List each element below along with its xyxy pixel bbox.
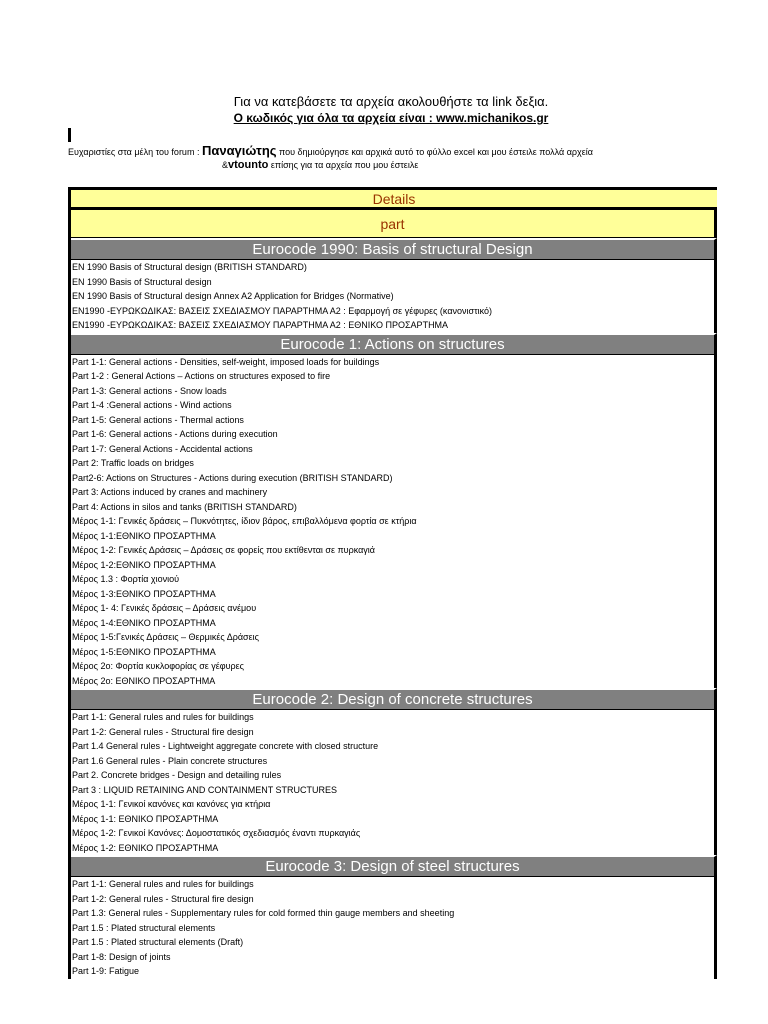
document-link-row[interactable]: Μέρος 1-1:ΕΘΝΙΚΟ ΠΡΟΣΑΡΤΗΜΑ <box>72 530 216 541</box>
thanks-prefix: Ευχαριστίες στα μέλη του forum : <box>68 147 202 157</box>
document-link-row[interactable]: Part 3: Actions induced by cranes and machinery <box>72 487 268 497</box>
document-link-row[interactable]: Part 1-4 :General actions - Wind actions <box>72 400 232 410</box>
section-rows <box>71 877 717 979</box>
document-link-row[interactable]: Part 4: Actions in silos and tanks (BRITISH STANDARD) <box>72 501 297 512</box>
thanks-amp: & <box>222 160 229 170</box>
document-link-row[interactable]: Part 1-2: General rules - Structural fire design <box>72 726 254 737</box>
document-link-row[interactable]: Part 1-2: General rules - Structural fire design <box>72 893 254 904</box>
sections-container <box>71 238 717 979</box>
document-link-row[interactable]: EN 1990 Basis of Structural design (BRITISH STANDARD) <box>72 262 307 272</box>
thanks-user-2: vtounto <box>228 159 269 171</box>
document-link-row[interactable]: Μέρος 1-1: Γενικοί κανόνες και κανόνες για κτήρια <box>72 799 271 809</box>
document-link-row[interactable]: EN 1990 Basis of Structural design <box>72 276 212 287</box>
document-link-row[interactable]: Part 3 : LIQUID RETAINING AND CONTAINMENT STRUCTURES <box>72 784 338 795</box>
document-link-row[interactable]: Part 1-7: General Actions - Accidental actions <box>72 443 253 454</box>
document-link-row[interactable]: Μέρος 2ο: ΕΘΝΙΚΟ ΠΡΟΣΑΡΤΗΜΑ <box>72 675 216 686</box>
document-link-row[interactable]: Part 2: Traffic loads on bridges <box>72 458 194 468</box>
section-rows <box>71 355 717 689</box>
document-link-row[interactable]: Part 1-1: General actions - Densities, self-weight, imposed loads for buildings <box>72 356 380 367</box>
document-link-row[interactable]: Μέρος 1-3:ΕΘΝΙΚΟ ΠΡΟΣΑΡΤΗΜΑ <box>72 588 216 599</box>
document-link-row[interactable]: Part2-6: Actions on Structures - Actions during execution (BRITISH STANDARD) <box>72 472 393 483</box>
section-header: Eurocode 1990: Basis of structural Design <box>71 238 717 260</box>
thanks-line-1 <box>68 143 593 158</box>
document-link-row[interactable]: Μέρος 1-1: ΕΘΝΙΚΟ ΠΡΟΣΑΡΤΗΜΑ <box>72 813 219 824</box>
document-link-row[interactable]: Μέρος 1-2: Γενικές Δράσεις – Δράσεις σε φορείς που εκτίθενται σε πυρκαγιά <box>72 545 376 555</box>
document-link-row[interactable]: Μέρος 1-5:Γενικές Δράσεις – Θερμικές Δράσεις <box>72 632 259 642</box>
document-link-row[interactable]: EN 1990 Basis of Structural design Annex A2 Application for Bridges (Normative) <box>72 291 394 301</box>
document-link-row[interactable]: Part 1-3: General actions - Snow loads <box>72 385 227 396</box>
document-link-row[interactable]: Μέρος 1-2:ΕΘΝΙΚΟ ΠΡΟΣΑΡΤΗΜΑ <box>72 559 216 570</box>
section-rows <box>71 260 717 333</box>
document-link-row[interactable]: Part 1-1: General rules and rules for buildings <box>72 879 254 889</box>
section-header: Eurocode 2: Design of concrete structures <box>71 688 717 710</box>
document-link-row[interactable]: Μέρος 1-2: ΕΘΝΙΚΟ ΠΡΟΣΑΡΤΗΜΑ <box>72 842 219 853</box>
document-link-row[interactable]: Part 1-9: Fatigue <box>72 966 140 976</box>
document-link-row[interactable]: Part 1-6: General actions - Actions during execution <box>72 429 278 439</box>
thanks-text-1: που δημιούργησε και αρχικά αυτό το φύλλο excel και μου έστειλε πολλά αρχεία <box>276 147 593 157</box>
section-rows <box>71 710 717 855</box>
document-link-row[interactable]: Part 1.6 General rules - Plain concrete structures <box>72 755 268 766</box>
document-link-row[interactable]: Μέρος 1.3 : Φορτία χιονιού <box>72 574 180 584</box>
document-link-row[interactable]: EN1990 -ΕΥΡΩΚΩΔΙΚΑΣ: ΒΑΣΕΙΣ ΣΧΕΔΙΑΣΜΟΥ ΠΑΡΑΡΤΗΜΑ Α2 : ΕΘΝΙΚΟ ΠΡΟΣΑΡΤΗΜΑ <box>72 320 449 330</box>
document-link-row[interactable]: Μέρος 1- 4: Γενικές δράσεις – Δράσεις ανέμου <box>72 603 257 613</box>
thanks-line-2 <box>222 159 418 171</box>
part-header: part <box>71 207 717 238</box>
document-link-row[interactable]: Μέρος 1-5:ΕΘΝΙΚΟ ΠΡΟΣΑΡΤΗΜΑ <box>72 646 216 657</box>
document-link-row[interactable]: Part 1-2 : General Actions – Actions on structures exposed to fire <box>72 371 331 381</box>
intro-line: Για να κατεβάσετε τα αρχεία ακολουθήστε τα link δεξια. <box>233 94 549 109</box>
thanks-text-2: επίσης για τα αρχεία που μου έστειλε <box>268 160 419 170</box>
document-link-row[interactable]: Μέρος 1-1: Γενικές δράσεις – Πυκνότητες, ίδιον βάρος, επιβαλλόμενα φορτία σε κτήρια <box>72 516 417 526</box>
document-link-row[interactable]: Μέρος 2ο: Φορτία κυκλοφορίας σε γέφυρες <box>72 661 245 671</box>
password-line: Ο κωδικός για όλα τα αρχεία είναι : www.michanikos.gr <box>233 111 549 125</box>
document-link-row[interactable]: Μέρος 1-2: Γενικοί Κανόνες: Δομοστατικός σχεδιασμός έναντι πυρκαγιάς <box>72 828 361 838</box>
thanks-user-1: Παναγιώτης <box>201 143 277 158</box>
document-link-row[interactable]: Part 2. Concrete bridges - Design and detailing rules <box>72 770 282 780</box>
section-header: Eurocode 1: Actions on structures <box>71 333 717 355</box>
document-link-row[interactable]: EN1990 -ΕΥΡΩΚΩΔΙΚΑΣ: ΒΑΣΕΙΣ ΣΧΕΔΙΑΣΜΟΥ ΠΑΡΑΡΤΗΜΑ Α2 : Εφαρμογή σε γέφυρες (κανονιστικό) <box>72 305 493 316</box>
document-link-row[interactable]: Part 1-5: General actions - Thermal actions <box>72 414 244 425</box>
document-link-row[interactable]: Part 1.4 General rules - Lightweight aggregate concrete with closed structure <box>72 741 379 751</box>
document-link-row[interactable]: Part 1.5 : Plated structural elements <box>72 922 216 933</box>
document-link-row[interactable]: Part 1-1: General rules and rules for buildings <box>72 712 254 722</box>
document-link-row[interactable]: Part 1.3: General rules - Supplementary rules for cold formed thin gauge members and sheeting <box>72 908 455 918</box>
document-link-row[interactable]: Part 1.5 : Plated structural elements (Draft) <box>72 937 244 947</box>
section-header: Eurocode 3: Design of steel structures <box>71 855 717 877</box>
document-link-row[interactable]: Part 1-8: Design of joints <box>72 951 171 962</box>
document-link-row[interactable]: Μέρος 1-4:ΕΘΝΙΚΟ ΠΡΟΣΑΡΤΗΜΑ <box>72 617 216 628</box>
eurocode-table <box>68 187 717 979</box>
details-header: Details <box>71 187 717 207</box>
cell-cursor <box>68 128 71 142</box>
